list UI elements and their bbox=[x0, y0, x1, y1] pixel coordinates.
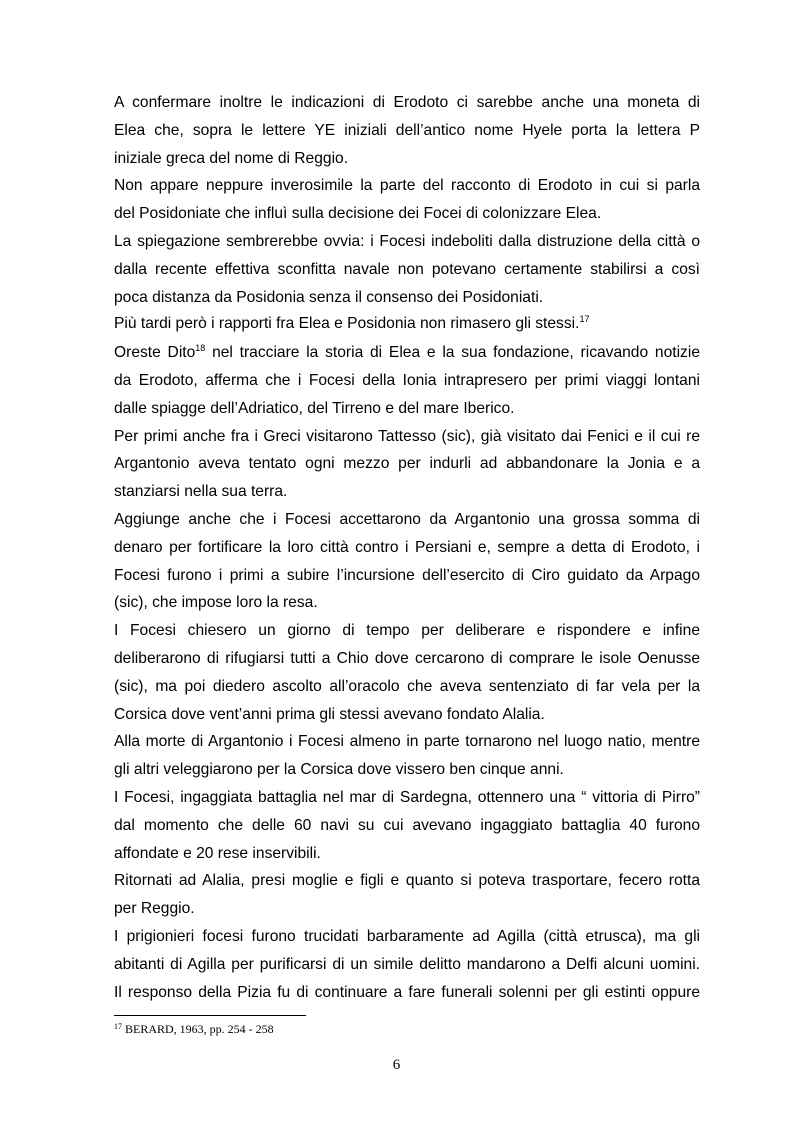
body-line: da Erodoto, afferma che i Focesi della Ionia intrapresero per primi viaggi lontani bbox=[114, 372, 700, 389]
body-line: Non appare neppure inverosimile la parte del racconto di Erodoto in cui si parla bbox=[114, 177, 700, 194]
body-line: del Posidoniate che influì sulla decisione dei Focei di colonizzare Elea. bbox=[114, 205, 602, 222]
body-line: I Focesi, ingaggiata battaglia nel mar di Sardegna, ottennero una “ vittoria di Pirro” bbox=[114, 789, 700, 806]
body-line: Per primi anche fra i Greci visitarono Tattesso (sic), già visitato dai Fenici e il cui re bbox=[114, 428, 700, 445]
footnote-17 bbox=[114, 1021, 274, 1037]
body-line bbox=[114, 313, 700, 335]
footnote-ref-17: 17 bbox=[579, 314, 590, 324]
body-text: nel tracciare la storia di Elea e la sua fondazione, ricavando notizie bbox=[205, 344, 700, 361]
body-line: stanziarsi nella sua terra. bbox=[114, 483, 288, 500]
body-line: poca distanza da Posidonia senza il consenso dei Posidoniati. bbox=[114, 289, 544, 306]
body-line: I prigionieri focesi furono trucidati barbaramente ad Agilla (città etrusca), ma gli bbox=[114, 928, 700, 945]
body-line: abitanti di Agilla per purificarsi di un simile delitto mandarono a Delfi alcuni uomini. bbox=[114, 956, 700, 973]
page-number: 6 bbox=[392, 1057, 401, 1073]
body-line: Il responso della Pizia fu di continuare a fare funerali solenni per gli estinti oppure bbox=[114, 984, 700, 1001]
body-line: dal momento che delle 60 navi su cui avevano ingaggiato battaglia 40 furono bbox=[114, 817, 700, 834]
body-line: denaro per fortificare la loro città contro i Persiani e, sempre a detta di Erodoto, i bbox=[114, 539, 700, 556]
body-line: Elea che, sopra le lettere YE iniziali dell’antico nome Hyele porta la lettera P bbox=[114, 122, 700, 139]
body-line: La spiegazione sembrerebbe ovvia: i Focesi indeboliti dalla distruzione della città o bbox=[114, 233, 700, 250]
body-line bbox=[114, 342, 700, 364]
body-line: dalle spiagge dell’Adriatico, del Tirreno e del mare Iberico. bbox=[114, 400, 515, 417]
footnote-separator bbox=[114, 1015, 306, 1016]
body-line: Focesi furono i primi a subire l’incursione dell’esercito di Ciro guidato da Arpago bbox=[114, 567, 700, 584]
body-text: Oreste Dito bbox=[114, 344, 196, 361]
body-text: Più tardi però i rapporti fra Elea e Posidonia non rimasero gli stessi. bbox=[114, 315, 580, 332]
body-line: A confermare inoltre le indicazioni di Erodoto ci sarebbe anche una moneta di bbox=[114, 94, 700, 111]
body-line: (sic), ma poi diedero ascolto all’oracolo che aveva sentenziato di far vela per la bbox=[114, 678, 700, 695]
body-line: I Focesi chiesero un giorno di tempo per deliberare e rispondere e infine bbox=[114, 622, 700, 639]
body-line: Argantonio aveva tentato ogni mezzo per indurli ad abbandonare la Jonia e a bbox=[114, 455, 700, 472]
footnote-text: BERARD, 1963, pp. 254 - 258 bbox=[122, 1022, 274, 1036]
body-line: Ritornati ad Alalia, presi moglie e figli e quanto si poteva trasportare, fecero rotta bbox=[114, 872, 700, 889]
body-line: deliberarono di rifugiarsi tutti a Chio dove cercarono di comprare le isole Oenusse bbox=[114, 650, 700, 667]
body-line: dalla recente effettiva sconfitta navale non potevano certamente stabilirsi a così bbox=[114, 261, 700, 278]
body-line: (sic), che impose loro la resa. bbox=[114, 594, 318, 611]
body-line: gli altri veleggiarono per la Corsica dove vissero ben cinque anni. bbox=[114, 761, 564, 778]
body-line: affondate e 20 rese inservibili. bbox=[114, 845, 321, 862]
body-line: Aggiunge anche che i Focesi accettarono da Argantonio una grossa somma di bbox=[114, 511, 700, 528]
body-line: Corsica dove vent’anni prima gli stessi avevano fondato Alalia. bbox=[114, 706, 545, 723]
footnote-ref-18: 18 bbox=[195, 343, 206, 353]
body-line: iniziale greca del nome di Reggio. bbox=[114, 150, 349, 167]
footnote-marker: 17 bbox=[114, 1022, 122, 1031]
body-line: per Reggio. bbox=[114, 900, 195, 917]
body-line: Alla morte di Argantonio i Focesi almeno in parte tornarono nel luogo natio, mentre bbox=[114, 733, 700, 750]
